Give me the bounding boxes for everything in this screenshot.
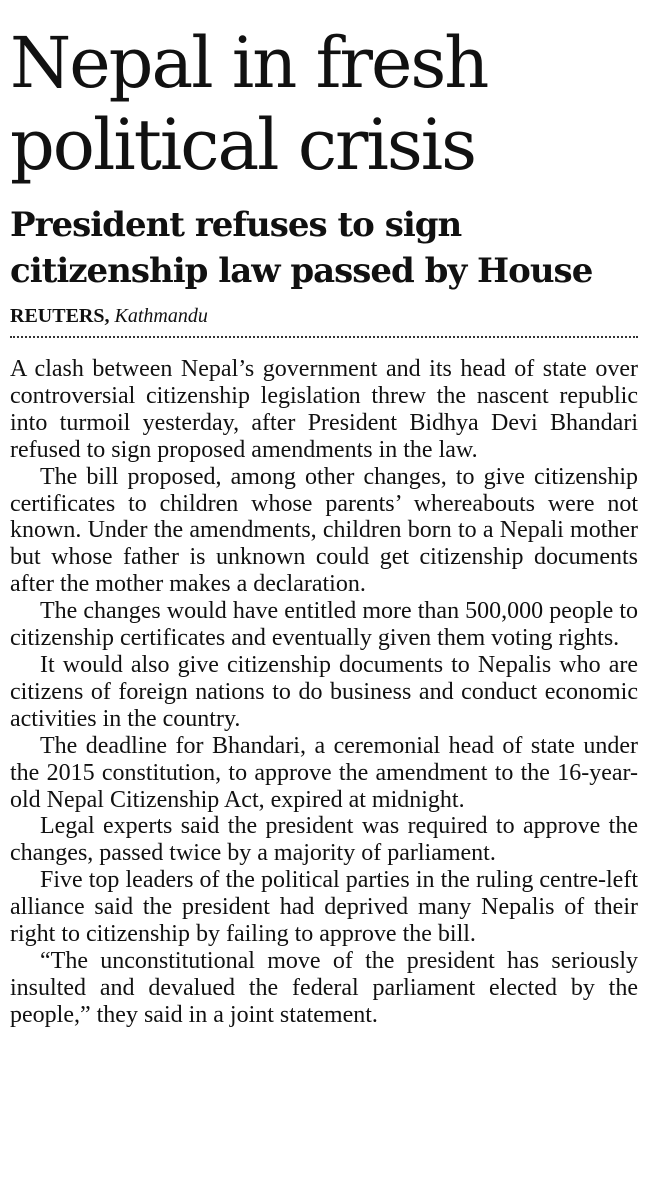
headline xyxy=(10,22,638,186)
news-article xyxy=(10,0,638,1029)
article-body xyxy=(10,356,638,1029)
paragraph-2: The bill proposed, among other changes, to give citizenship certificates to children whose parents’ whereabouts were not known. Under the amendments, children born to a Nepali mother but whose father is unknown could get citizenship documents after the mother makes a declaration. xyxy=(10,463,638,598)
paragraph-5: The deadline for Bhandari, a ceremonial head of state under the 2015 constitution, to approve the amendment to the 16-year-old Nepal Citizenship Act, expired at midnight. xyxy=(10,732,638,813)
dotted-divider xyxy=(10,336,638,338)
subheadline-line-1: President refuses to sign xyxy=(10,205,462,245)
paragraph-3: The changes would have entitled more than 500,000 people to citizenship certificates and eventually given them voting rights. xyxy=(10,598,638,652)
byline-agency: REUTERS, xyxy=(10,305,110,327)
byline xyxy=(10,304,638,328)
paragraph-4: It would also give citizenship documents to Nepalis who are citizens of foreign nations to do business and conduct economic activities in the country. xyxy=(10,651,638,732)
headline-line-1: Nepal in fresh xyxy=(10,22,488,104)
paragraph-7: Five top leaders of the political parties in the ruling centre-left alliance said the president had deprived many Nepalis of their right to citizenship by failing to approve the bill. xyxy=(10,867,638,948)
subheadline xyxy=(10,202,638,294)
byline-location: Kathmandu xyxy=(114,305,208,327)
paragraph-8: “The unconstitutional move of the president has seriously insulted and devalued the federal parliament elected by the people,” they said in a joint statement. xyxy=(10,947,638,1028)
paragraph-6: Legal experts said the president was required to approve the changes, passed twice by a majority of parliament. xyxy=(10,813,638,867)
subheadline-line-2: citizenship law passed by House xyxy=(10,251,593,291)
headline-line-2: political crisis xyxy=(10,104,476,186)
paragraph-1: A clash between Nepal’s government and its head of state over controversial citizenship legislation threw the nascent republic into turmoil yesterday, after President Bidhya Devi Bhandari refused to sign proposed amendments in the law. xyxy=(10,356,638,463)
